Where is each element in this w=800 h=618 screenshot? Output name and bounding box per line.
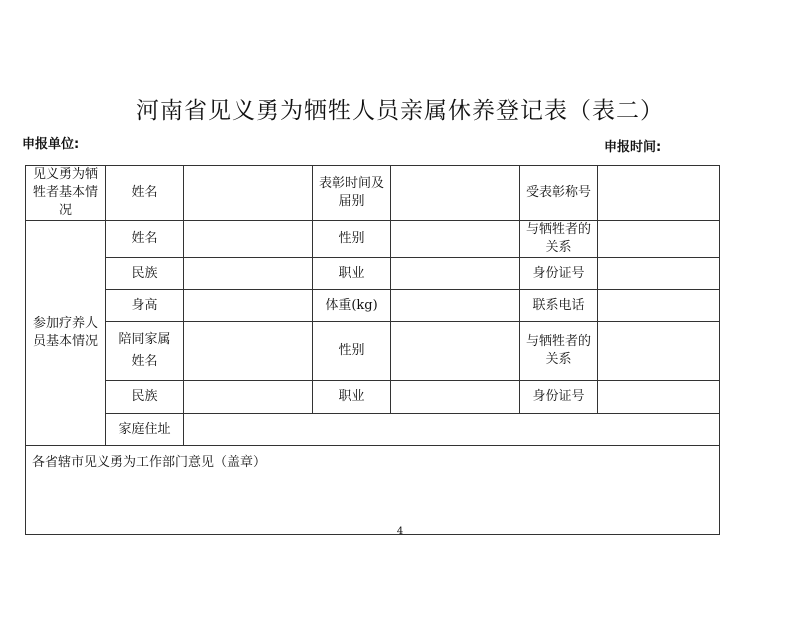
martyr-name-cell[interactable] — [184, 166, 313, 221]
address-cell[interactable] — [184, 414, 720, 446]
participant-name-cell[interactable] — [184, 221, 313, 258]
participant-name-label: 姓名 — [106, 221, 184, 258]
participant-height-cell[interactable] — [184, 290, 313, 322]
table-row — [26, 166, 720, 221]
opinion-label: 各省辖市见义勇为工作部门意见（盖章） — [32, 455, 267, 470]
participant-ethnicity-label: 民族 — [106, 258, 184, 290]
form-title: 河南省见义勇为牺牲人员亲属休养登记表（表二） — [136, 98, 664, 124]
address-label: 家庭住址 — [106, 414, 184, 446]
companion-label: 陪同家属 — [118, 332, 171, 347]
section-label-martyr: 见义勇为牺牲者基本情况 — [26, 166, 106, 221]
participant-relation-cell[interactable] — [598, 221, 720, 258]
award-title-cell[interactable] — [598, 166, 720, 221]
companion-occupation-label: 职业 — [313, 381, 391, 414]
companion-occupation-cell[interactable] — [391, 381, 520, 414]
table-row — [26, 381, 720, 414]
award-time-cell[interactable] — [391, 166, 520, 221]
companion-gender-label: 性别 — [313, 322, 391, 381]
participant-height-label: 身高 — [106, 290, 184, 322]
participant-gender-cell[interactable] — [391, 221, 520, 258]
table-row — [26, 221, 720, 258]
companion-ethnicity-label: 民族 — [106, 381, 184, 414]
table-row — [26, 290, 720, 322]
award-time-label: 表彰时间及届别 — [313, 166, 391, 221]
participant-phone-cell[interactable] — [598, 290, 720, 322]
table-row — [26, 414, 720, 446]
companion-id-label: 身份证号 — [520, 381, 598, 414]
companion-ethnicity-cell[interactable] — [184, 381, 313, 414]
companion-relation-cell[interactable] — [598, 322, 720, 381]
companion-name-sublabel: 姓名 — [131, 354, 158, 369]
participant-occupation-cell[interactable] — [391, 258, 520, 290]
reporting-unit-label: 申报单位: — [22, 137, 80, 152]
participant-occupation-label: 职业 — [313, 258, 391, 290]
companion-gender-cell[interactable] — [391, 322, 520, 381]
award-title-label: 受表彰称号 — [520, 166, 598, 221]
participant-weight-cell[interactable] — [391, 290, 520, 322]
opinion-cell[interactable] — [26, 446, 720, 535]
participant-id-label: 身份证号 — [520, 258, 598, 290]
table-row — [26, 322, 720, 381]
table-row — [26, 258, 720, 290]
participant-ethnicity-cell[interactable] — [184, 258, 313, 290]
companion-name-label — [106, 322, 184, 381]
page-number: 4 — [396, 526, 404, 537]
section-label-participant: 参加疗养人员基本情况 — [26, 221, 106, 446]
table-row — [26, 446, 720, 535]
registration-table — [25, 165, 720, 535]
participant-gender-label: 性别 — [313, 221, 391, 258]
companion-name-cell[interactable] — [184, 322, 313, 381]
participant-weight-label: 体重(kg) — [313, 290, 391, 322]
companion-id-cell[interactable] — [598, 381, 720, 414]
participant-phone-label: 联系电话 — [520, 290, 598, 322]
martyr-name-label: 姓名 — [106, 166, 184, 221]
companion-relation-label: 与牺牲者的关系 — [520, 322, 598, 381]
participant-id-cell[interactable] — [598, 258, 720, 290]
reporting-time-label: 申报时间: — [604, 140, 662, 155]
participant-relation-label: 与牺牲者的关系 — [520, 221, 598, 258]
